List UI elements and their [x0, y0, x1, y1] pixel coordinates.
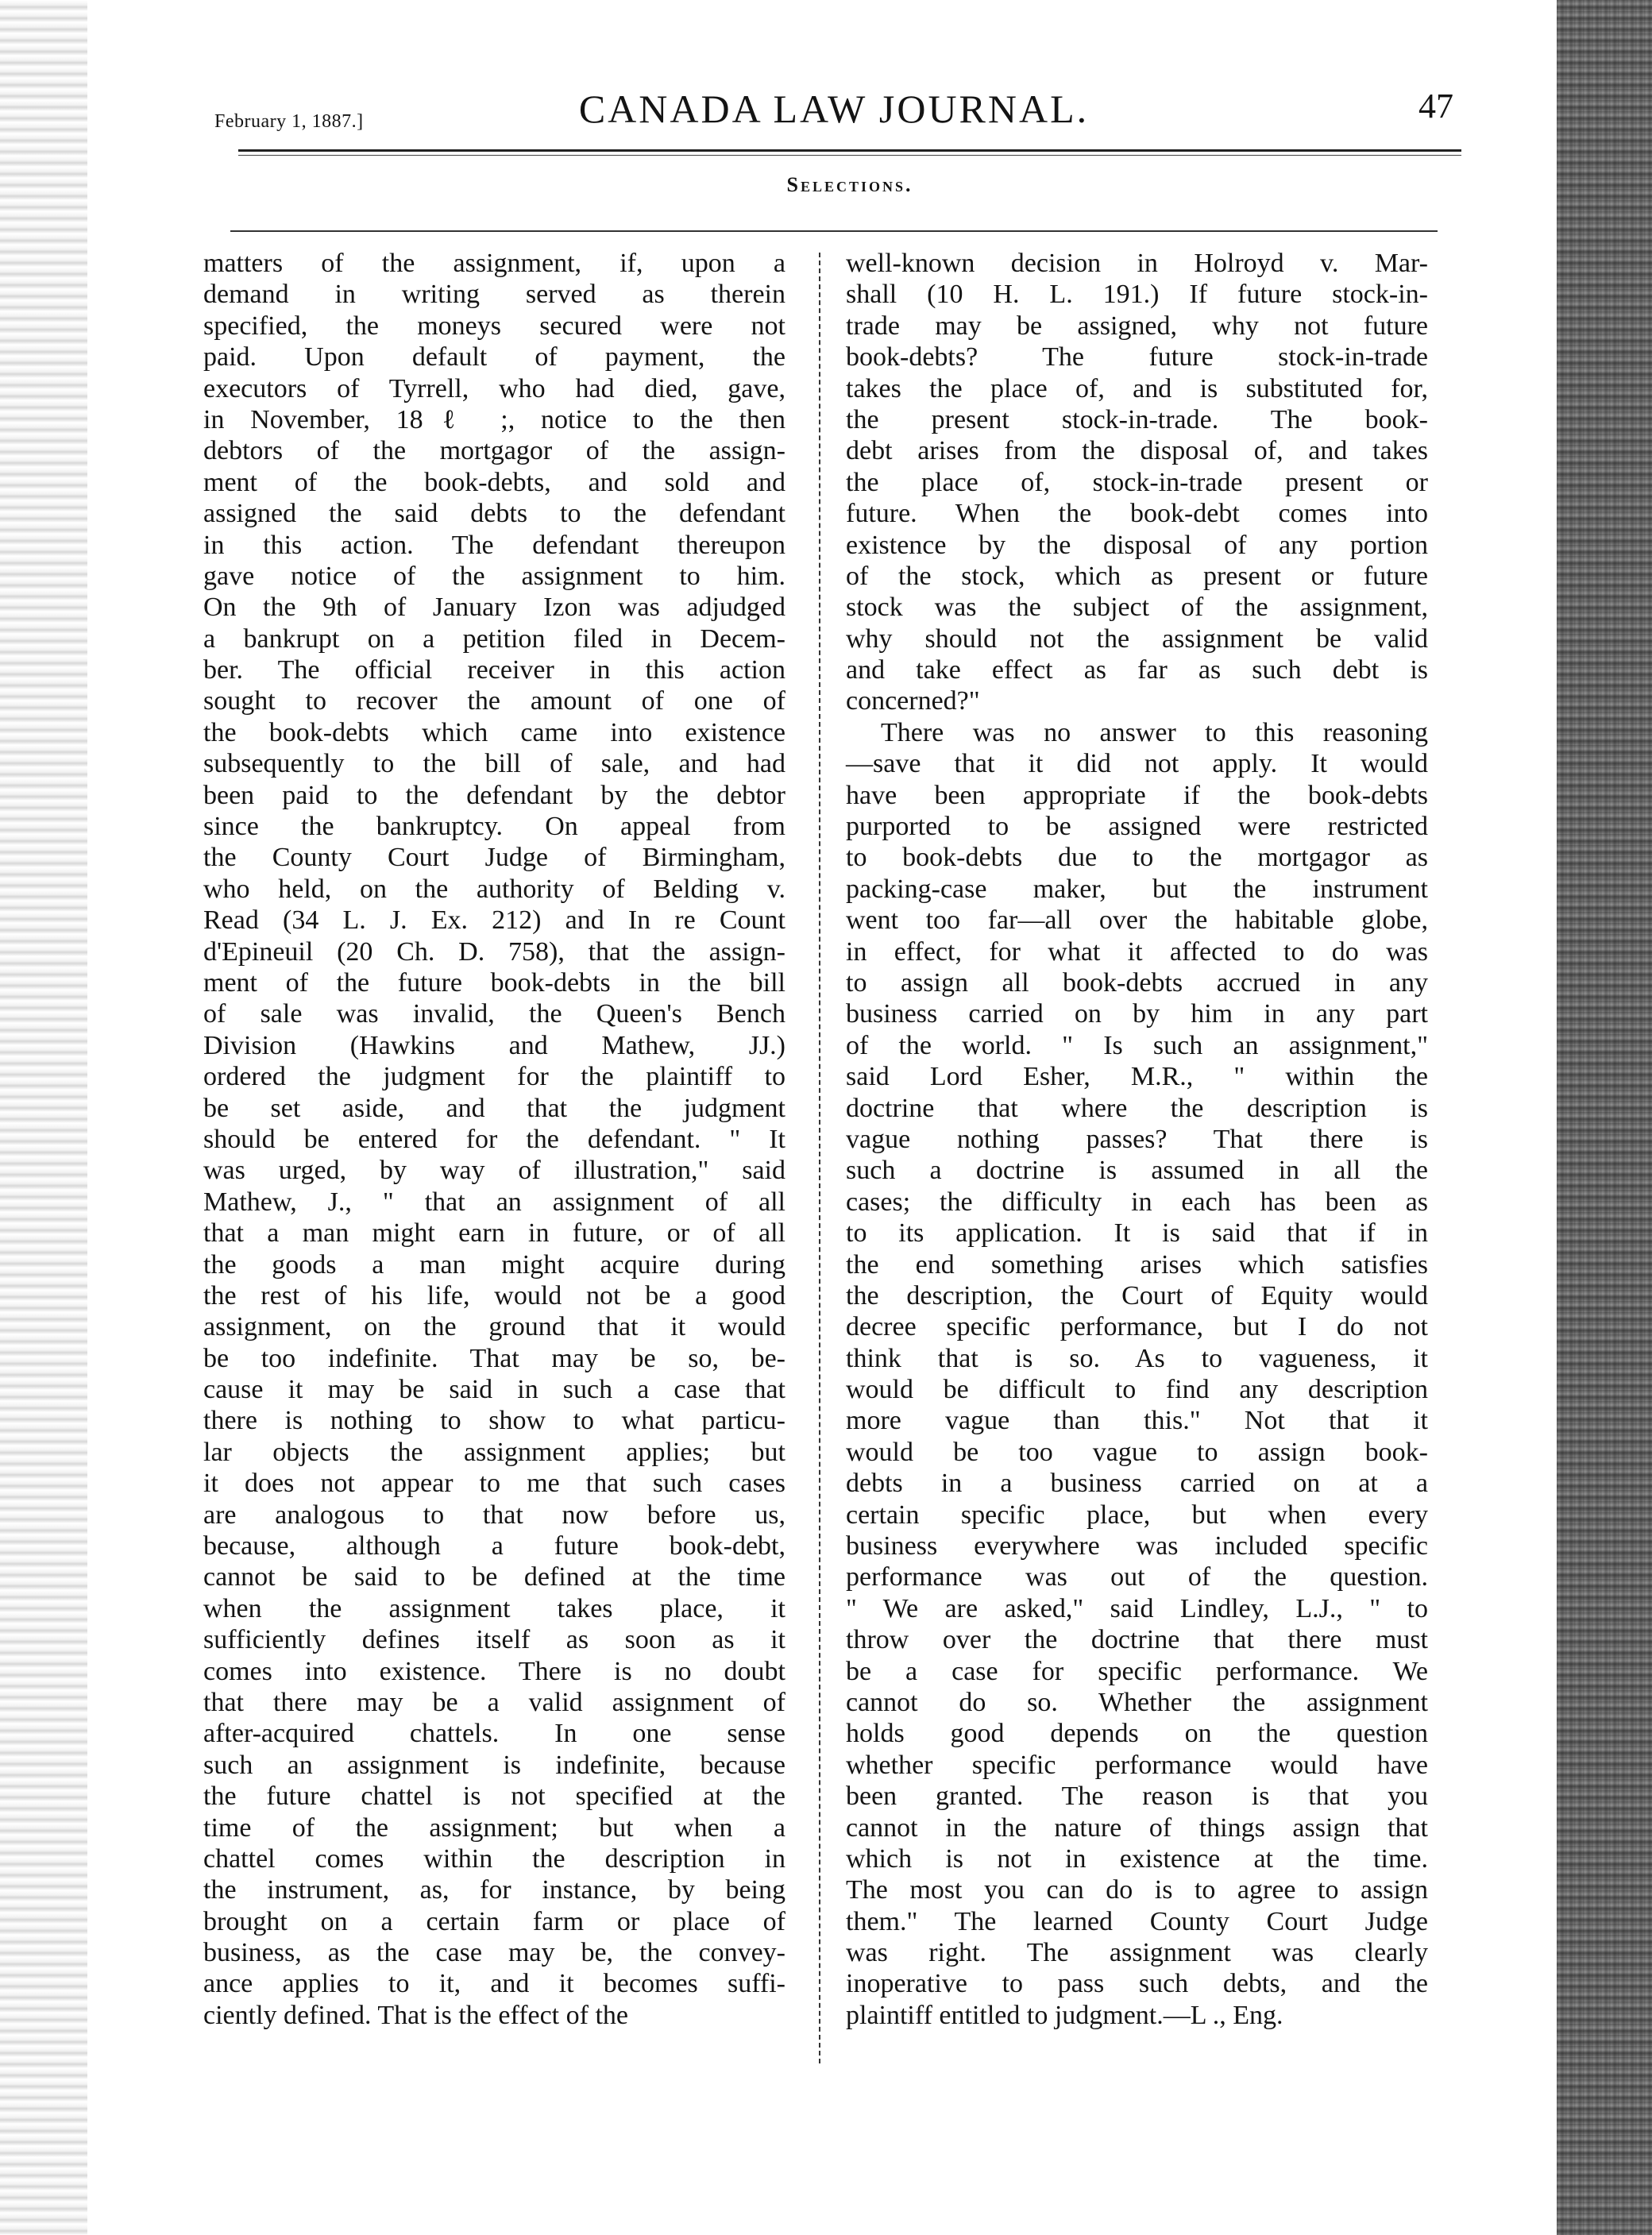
right-column	[846, 248, 1428, 2031]
text-line: takes the place of, and is substituted for,	[846, 373, 1428, 403]
text-line: to assign all book-debts accrued in any	[846, 967, 1428, 998]
text-line: it does not appear to me that such cases	[203, 1469, 785, 1499]
text-line: to book-debts due to the mortgagor as	[846, 843, 1428, 873]
text-line: such an assignment is indefinite, because	[203, 1750, 785, 1780]
text-line: in this action. The defendant thereupon	[203, 530, 785, 560]
text-line: the goods a man might acquire during	[203, 1249, 785, 1280]
scan-left-edge	[0, 0, 87, 2235]
text-line: of the world. " Is such an assignment,"	[846, 1030, 1428, 1060]
text-line: shall (10 H. L. 191.) If future stock-in-	[846, 280, 1428, 310]
text-line: gave notice of the assignment to him.	[203, 561, 785, 591]
text-line: paid. Upon default of payment, the	[203, 342, 785, 372]
text-line: ber. The official receiver in this action	[203, 655, 785, 685]
section-heading: Selections.	[786, 173, 913, 196]
text-line: that a man might earn in future, or of all	[203, 1218, 785, 1249]
text-line: chattel comes within the description in	[203, 1843, 785, 1874]
header-date: February 1, 1887.]	[214, 111, 364, 132]
text-line: been paid to the defendant by the debtor	[203, 780, 785, 810]
text-line: the rest of his life, would not be a good	[203, 1280, 785, 1311]
text-line: be a case for specific performance. We	[846, 1656, 1428, 1686]
text-line: doctrine that where the description is	[846, 1093, 1428, 1123]
text-line: been granted. The reason is that you	[846, 1781, 1428, 1812]
scan-right-edge	[1557, 0, 1652, 2235]
text-line: which is not in existence at the time.	[846, 1843, 1428, 1874]
text-line: have been appropriate if the book-debts	[846, 780, 1428, 810]
text-line: after-acquired chattels. In one sense	[203, 1719, 785, 1749]
text-line: sufficiently defines itself as soon as it	[203, 1625, 785, 1655]
header-rule	[238, 149, 1461, 156]
text-line: On the 9th of January Izon was adjudged	[203, 593, 785, 623]
text-line: think that is so. As to vagueness, it	[846, 1343, 1428, 1373]
text-line: them." The learned County Court Judge	[846, 1906, 1428, 1936]
text-line: cases; the difficulty in each has been as	[846, 1187, 1428, 1217]
text-line: executors of Tyrrell, who had died, gave,	[203, 373, 785, 403]
text-line: inoperative to pass such debts, and the	[846, 1969, 1428, 1999]
text-line: assignment, on the ground that it would	[203, 1312, 785, 1342]
left-column	[203, 248, 785, 2031]
text-line: was urged, by way of illustration," said	[203, 1156, 785, 1186]
text-line: brought on a certain farm or place of	[203, 1906, 785, 1936]
running-header	[214, 79, 1453, 143]
text-line: the present stock-in-trade. The book-	[846, 404, 1428, 434]
text-line: demand in writing served as therein	[203, 280, 785, 310]
text-line: in November, 18ℓ ;, notice to the then	[203, 404, 785, 434]
text-line: plaintiff entitled to judgment.—L ., Eng.	[846, 2000, 1283, 2030]
text-line: cannot in the nature of things assign that	[846, 1812, 1428, 1843]
text-line: cannot do so. Whether the assignment	[846, 1687, 1428, 1717]
text-line: Mathew, J., " that an assignment of all	[203, 1187, 785, 1217]
text-line: would be difficult to find any description	[846, 1375, 1428, 1405]
text-line: certain specific place, but when every	[846, 1500, 1428, 1530]
text-line: cause it may be said in such a case that	[203, 1375, 785, 1405]
text-line: time of the assignment; but when a	[203, 1812, 785, 1843]
text-line: and take effect as far as such debt is	[846, 655, 1428, 685]
text-line: who held, on the authority of Belding v.	[203, 874, 785, 904]
text-line: ance applies to it, and it becomes suffi-	[203, 1969, 785, 1999]
text-line: business, as the case may be, the convey-	[203, 1938, 785, 1968]
text-line: throw over the doctrine that there must	[846, 1625, 1428, 1655]
text-line: the description, the Court of Equity would	[846, 1280, 1428, 1311]
text-line: a bankrupt on a petition filed in Decem-	[203, 623, 785, 654]
text-line: purported to be assigned were restricted	[846, 812, 1428, 842]
text-line: comes into existence. There is no doubt	[203, 1656, 785, 1686]
text-line: to its application. It is said that if in	[846, 1218, 1428, 1249]
text-line: assigned the said debts to the defendant	[203, 499, 785, 529]
text-line: ciently defined. That is the effect of the	[203, 2000, 628, 2030]
text-line: debt arises from the disposal of, and takes	[846, 436, 1428, 466]
text-line: existence by the disposal of any portion	[846, 530, 1428, 560]
text-line: ment of the book-debts, and sold and	[203, 467, 785, 497]
text-line: was right. The assignment was clearly	[846, 1938, 1428, 1968]
text-line: performance was out of the question.	[846, 1562, 1428, 1592]
text-line: more vague than this." Not that it	[846, 1406, 1428, 1436]
text-line: business everywhere was included specific	[846, 1531, 1428, 1561]
text-line: decree specific performance, but I do not	[846, 1312, 1428, 1342]
text-line: said Lord Esher, M.R., " within the	[846, 1062, 1428, 1092]
text-line: book-debts? The future stock-in-trade	[846, 342, 1428, 372]
text-line: in effect, for what it affected to do was	[846, 936, 1428, 967]
text-line: ment of the future book-debts in the bill	[203, 967, 785, 998]
text-line: business carried on by him in any part	[846, 999, 1428, 1029]
text-line: trade may be assigned, why not future	[846, 311, 1428, 341]
section-rule	[230, 230, 1438, 232]
text-line: Division (Hawkins and Mathew, JJ.)	[203, 1030, 785, 1060]
text-line: are analogous to that now before us,	[203, 1500, 785, 1530]
text-line: there is nothing to show to what particu-	[203, 1406, 785, 1436]
text-line: Read (34 L. J. Ex. 212) and In re Count	[203, 905, 785, 936]
text-line: —save that it did not apply. It would	[846, 749, 1428, 779]
journal-title: CANADA LAW JOURNAL.	[578, 87, 1090, 131]
text-line: when the assignment takes place, it	[203, 1593, 785, 1623]
text-line: concerned?"	[846, 686, 980, 716]
text-line: sought to recover the amount of one of	[203, 686, 785, 716]
text-line: packing-case maker, but the instrument	[846, 874, 1428, 904]
text-line: vague nothing passes? That there is	[846, 1124, 1428, 1154]
text-line: The most you can do is to agree to assign	[846, 1875, 1428, 1905]
text-line: holds good depends on the question	[846, 1719, 1428, 1749]
text-line: why should not the assignment be valid	[846, 623, 1428, 654]
text-line: stock was the subject of the assignment,	[846, 593, 1428, 623]
text-line: lar objects the assignment applies; but	[203, 1437, 785, 1467]
text-line: the book-debts which came into existence	[203, 717, 785, 747]
text-line: of the stock, which as present or future	[846, 561, 1428, 591]
text-line: There was no answer to this reasoning	[881, 717, 1428, 747]
text-line: debtors of the mortgagor of the assign-	[203, 436, 785, 466]
text-line: matters of the assignment, if, upon a	[203, 249, 785, 278]
text-line: that there may be a valid assignment of	[203, 1687, 785, 1717]
text-line: the end something arises which satisfies	[846, 1249, 1428, 1280]
text-line: specified, the moneys secured were not	[203, 311, 785, 341]
text-line: cannot be said to be defined at the time	[203, 1562, 785, 1592]
text-line: ordered the judgment for the plaintiff to	[203, 1062, 785, 1092]
text-line: well-known decision in Holroyd v. Mar-	[846, 249, 1428, 278]
text-line: the instrument, as, for instance, by being	[203, 1875, 785, 1905]
text-line: such a doctrine is assumed in all the	[846, 1156, 1428, 1186]
text-line: future. When the book-debt comes into	[846, 499, 1428, 529]
text-line: subsequently to the bill of sale, and had	[203, 749, 785, 779]
text-line: the place of, stock-in-trade present or	[846, 467, 1428, 497]
text-line: should be entered for the defendant. " It	[203, 1124, 785, 1154]
text-line: the County Court Judge of Birmingham,	[203, 843, 785, 873]
text-line: d'Epineuil (20 Ch. D. 758), that the assign-	[203, 936, 785, 967]
text-line: " We are asked," said Lindley, L.J., " to	[846, 1593, 1428, 1623]
text-line: went too far—all over the habitable globe,	[846, 905, 1428, 936]
text-line: since the bankruptcy. On appeal from	[203, 812, 785, 842]
page-number: 47	[1418, 87, 1453, 125]
text-line: because, although a future book-debt,	[203, 1531, 785, 1561]
text-line: be set aside, and that the judgment	[203, 1093, 785, 1123]
text-line: would be too vague to assign book-	[846, 1437, 1428, 1467]
text-line: the future chattel is not specified at the	[203, 1781, 785, 1812]
column-divider	[819, 253, 820, 2063]
text-line: whether specific performance would have	[846, 1750, 1428, 1780]
text-line: of sale was invalid, the Queen's Bench	[203, 999, 785, 1029]
text-line: be too indefinite. That may be so, be-	[203, 1343, 785, 1373]
text-line: debts in a business carried on at a	[846, 1469, 1428, 1499]
